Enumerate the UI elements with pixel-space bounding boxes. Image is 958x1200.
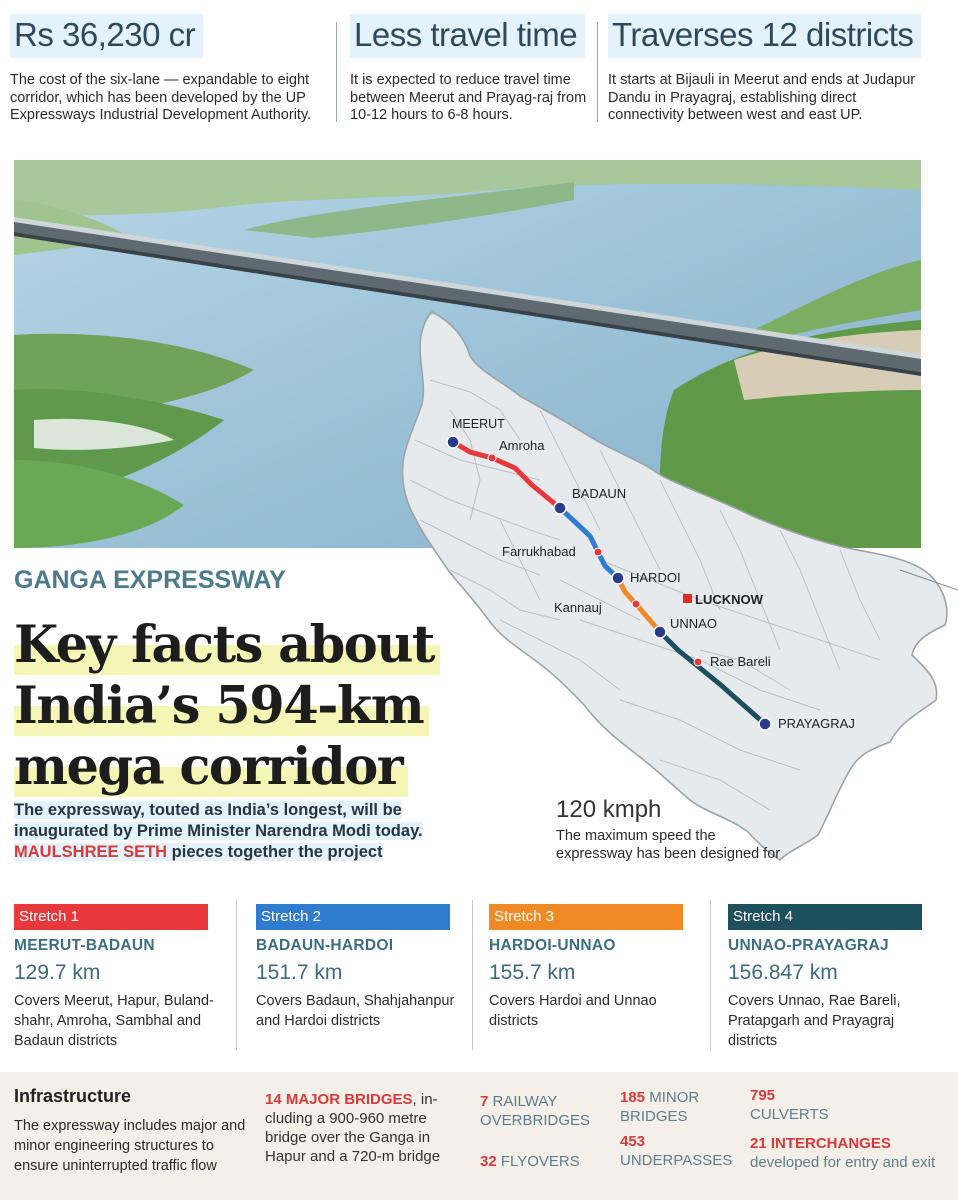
node-farrukhabad (594, 548, 602, 556)
infra-minor-bridges (620, 1088, 730, 1126)
node-raebareli (694, 658, 702, 666)
node-meerut (447, 436, 459, 448)
infra-major-bridges (265, 1090, 445, 1166)
flyovers-count: 32 (480, 1153, 497, 1170)
fact-cost-title: Rs 36,230 cr (10, 14, 203, 58)
stretch-4-desc: Covers Unnao, Rae Bareli, Pratapgarh and Prayagraj districts (728, 993, 901, 1049)
minor-bridges-text: MINOR BRIDGES (620, 1089, 700, 1125)
divider (597, 22, 598, 122)
standfirst-line-2: inaugurated by Prime Minister Narendra Modi today. (14, 822, 423, 840)
byline-author: MAULSHREE SETH (14, 843, 168, 861)
interchanges-text: developed for entry and exit (750, 1154, 936, 1171)
label-farrukhabad: Farrukhabad (502, 544, 576, 559)
label-kannauj: Kannauj (554, 600, 602, 615)
divider (472, 900, 473, 1050)
infra-underpasses (620, 1132, 740, 1170)
label-hardoi: HARDOI (630, 570, 681, 585)
fact-cost-desc: The cost of the six-lane — expandable to eight corridor, which has been developed by the UP Expressways Industrial Development Authority. (10, 72, 312, 123)
speed-value: 120 kmph (556, 796, 662, 823)
minor-bridges-count: 185 (620, 1089, 646, 1106)
standfirst-line-1: The expressway, touted as India’s longest, will be (14, 801, 402, 819)
lucknow-marker (683, 594, 692, 603)
label-prayagraj: PRAYAGRAJ (778, 716, 855, 731)
major-bridges-text: , in-cluding a 900-960 metre bridge over the Ganga in Hapur and a 720-m bridge (265, 1091, 441, 1165)
label-badaun: BADAUN (572, 486, 627, 501)
infra-interchanges (750, 1134, 950, 1172)
label-raebareli: Rae Bareli (710, 654, 771, 669)
fact-districts-desc: It starts at Bijauli in Meerut and ends at Judapur Dandu in Prayagraj, establishing direct connectivity between west and east UP. (608, 72, 916, 123)
standfirst (14, 800, 434, 863)
fact-districts (608, 14, 928, 125)
stretch-1-tag: Stretch 1 (14, 904, 208, 930)
node-unnao (654, 626, 666, 638)
rob-count: 7 (480, 1093, 489, 1110)
infrastructure-panel (0, 1072, 958, 1200)
underpasses-text: UNDERPASSES (620, 1152, 733, 1169)
stretch-3-tag: Stretch 3 (489, 904, 683, 930)
fact-cost (10, 14, 330, 125)
stretch-1-name: MEERUT-BADAUN (14, 937, 155, 954)
underpasses-count: 453 (620, 1133, 646, 1150)
fact-travel-time (350, 14, 588, 125)
stretch-2 (256, 904, 481, 1031)
stretch-2-name: BADAUN-HARDOI (256, 937, 394, 954)
stretch-2-tag: Stretch 2 (256, 904, 450, 930)
rob-text: RAILWAY OVERBRIDGES (480, 1093, 591, 1129)
stretch-2-desc: Covers Badaun, Shahjahanpur and Hardoi districts (256, 993, 455, 1029)
stretch-3-km: 155.7 km (489, 961, 576, 984)
node-hardoi (612, 572, 624, 584)
divider (710, 900, 711, 1050)
headline (14, 615, 454, 798)
culverts-count: 795 (750, 1087, 776, 1104)
label-meerut: MEERUT (452, 417, 505, 431)
stretch-3-name: HARDOI-UNNAO (489, 937, 616, 954)
speed-desc: The maximum speed the expressway has been designed for (556, 828, 781, 862)
label-lucknow: LUCKNOW (695, 592, 763, 607)
infra-rob (480, 1092, 600, 1130)
label-amroha: Amroha (499, 438, 545, 453)
fact-travel-time-desc: It is expected to reduce travel time between Meerut and Prayag-raj from 10-12 hours to 6-8 hours. (350, 72, 587, 123)
headline-line-1: Key facts about (14, 615, 440, 675)
interchanges-count: 21 INTERCHANGES (750, 1135, 891, 1152)
stretch-4-tag: Stretch 4 (728, 904, 922, 930)
fact-districts-title: Traverses 12 districts (608, 14, 921, 58)
standfirst-line-3: pieces together the project (167, 843, 383, 861)
culverts-text: CULVERTS (750, 1106, 829, 1123)
stretch-4-km: 156.847 km (728, 961, 838, 984)
infra-culverts (750, 1086, 950, 1124)
infra-title: Infrastructure (14, 1086, 132, 1106)
stretch-3 (489, 904, 714, 1031)
stretch-2-km: 151.7 km (256, 961, 343, 984)
stretch-3-desc: Covers Hardoi and Unnao districts (489, 993, 657, 1029)
stretch-1 (14, 904, 239, 1051)
major-bridges-count: 14 MAJOR BRIDGES (265, 1091, 413, 1108)
node-amroha (488, 454, 496, 462)
node-badaun (554, 502, 566, 514)
stretch-4-name: UNNAO-PRAYAGRAJ (728, 937, 889, 954)
node-kannauj (632, 600, 640, 608)
stretch-1-km: 129.7 km (14, 961, 101, 984)
headline-line-2: India’s 594-km (14, 676, 429, 736)
kicker: GANGA EXPRESSWAY (14, 566, 286, 594)
stretch-4 (728, 904, 953, 1051)
divider (336, 22, 337, 122)
divider (236, 900, 237, 1050)
headline-line-3: mega corridor (14, 737, 408, 797)
speed-fact (556, 796, 796, 863)
node-prayagraj (759, 718, 771, 730)
fact-travel-time-title: Less travel time (350, 14, 585, 58)
stretch-1-desc: Covers Meerut, Hapur, Buland-shahr, Amroha, Sambhal and Badaun districts (14, 993, 214, 1049)
infra-flyovers (480, 1152, 600, 1171)
label-unnao: UNNAO (670, 616, 717, 631)
flyovers-text: FLYOVERS (500, 1153, 580, 1170)
infra-desc: The expressway includes major and minor engineering structures to ensure uninterrupted traffic flow (14, 1118, 246, 1174)
